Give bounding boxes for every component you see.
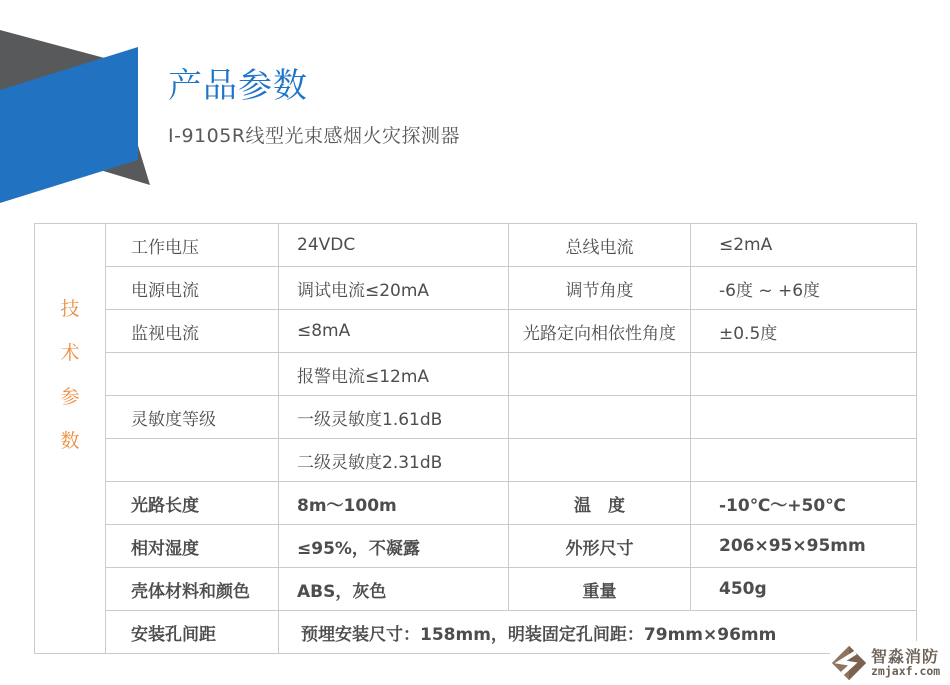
- spec-value: [691, 396, 917, 439]
- spec-value: ±0.5度: [691, 310, 917, 353]
- spec-label: 安装孔间距: [106, 611, 279, 654]
- spec-label: 光路长度: [106, 482, 279, 525]
- spec-label: 调节角度: [509, 267, 691, 310]
- corner-decoration: [0, 0, 160, 210]
- spec-value: ≤95%，不凝露: [279, 525, 509, 568]
- side-header-char: 数: [60, 430, 80, 452]
- page-header: [168, 68, 460, 146]
- spec-table: [34, 223, 917, 654]
- spec-value: ABS，灰色: [279, 568, 509, 611]
- page-title: 产品参数: [168, 66, 308, 106]
- watermark-site: zmjaxf.com: [871, 664, 941, 679]
- spec-value: ≤8mA: [279, 310, 509, 353]
- spec-label: 壳体材料和颜色: [106, 568, 279, 611]
- site-watermark[interactable]: [830, 641, 950, 685]
- spec-label: 重量: [509, 568, 691, 611]
- spec-label: 监视电流: [106, 310, 279, 353]
- spec-value: 206×95×95mm: [691, 525, 917, 568]
- spec-value: 450g: [691, 568, 917, 611]
- spec-label: 电源电流: [106, 267, 279, 310]
- watermark-text: [871, 646, 941, 679]
- spec-value: 一级灵敏度1.61dB: [279, 396, 509, 439]
- side-header-char: 参: [60, 386, 80, 408]
- spec-value: [691, 439, 917, 482]
- side-header-char: 术: [60, 342, 80, 364]
- spec-label: [106, 353, 279, 396]
- spec-label: 外形尺寸: [509, 525, 691, 568]
- spec-value: 调试电流≤20mA: [279, 267, 509, 310]
- spec-value: 24VDC: [279, 224, 509, 267]
- spec-value: [691, 353, 917, 396]
- spec-label: 温 度: [509, 482, 691, 525]
- spec-label: 光路定向相依性角度: [509, 310, 691, 353]
- spec-label: [509, 353, 691, 396]
- spec-value: 报警电流≤12mA: [279, 353, 509, 396]
- spec-value: ≤2mA: [691, 224, 917, 267]
- spec-label: [509, 396, 691, 439]
- spec-value: -10℃～+50℃: [691, 482, 917, 525]
- spec-value: 二级灵敏度2.31dB: [279, 439, 509, 482]
- spec-value: 8m～100m: [279, 482, 509, 525]
- spec-value: -6度 ~ +6度: [691, 267, 917, 310]
- spec-label: 灵敏度等级: [106, 396, 279, 439]
- side-header-char: 技: [60, 298, 80, 320]
- spec-side-header: [35, 224, 106, 654]
- page-subtitle: I-9105R线型光束感烟火灾探测器: [168, 125, 461, 147]
- spec-label: 相对湿度: [106, 525, 279, 568]
- spec-label: 工作电压: [106, 224, 279, 267]
- spec-value-merged: 预埋安装尺寸：158mm，明装固定孔间距：79mm×96mm: [279, 611, 917, 654]
- watermark-name: 智淼消防: [871, 646, 940, 666]
- spec-label: 总线电流: [509, 224, 691, 267]
- diamond-logo-icon: [830, 644, 868, 682]
- spec-label: [106, 439, 279, 482]
- spec-label: [509, 439, 691, 482]
